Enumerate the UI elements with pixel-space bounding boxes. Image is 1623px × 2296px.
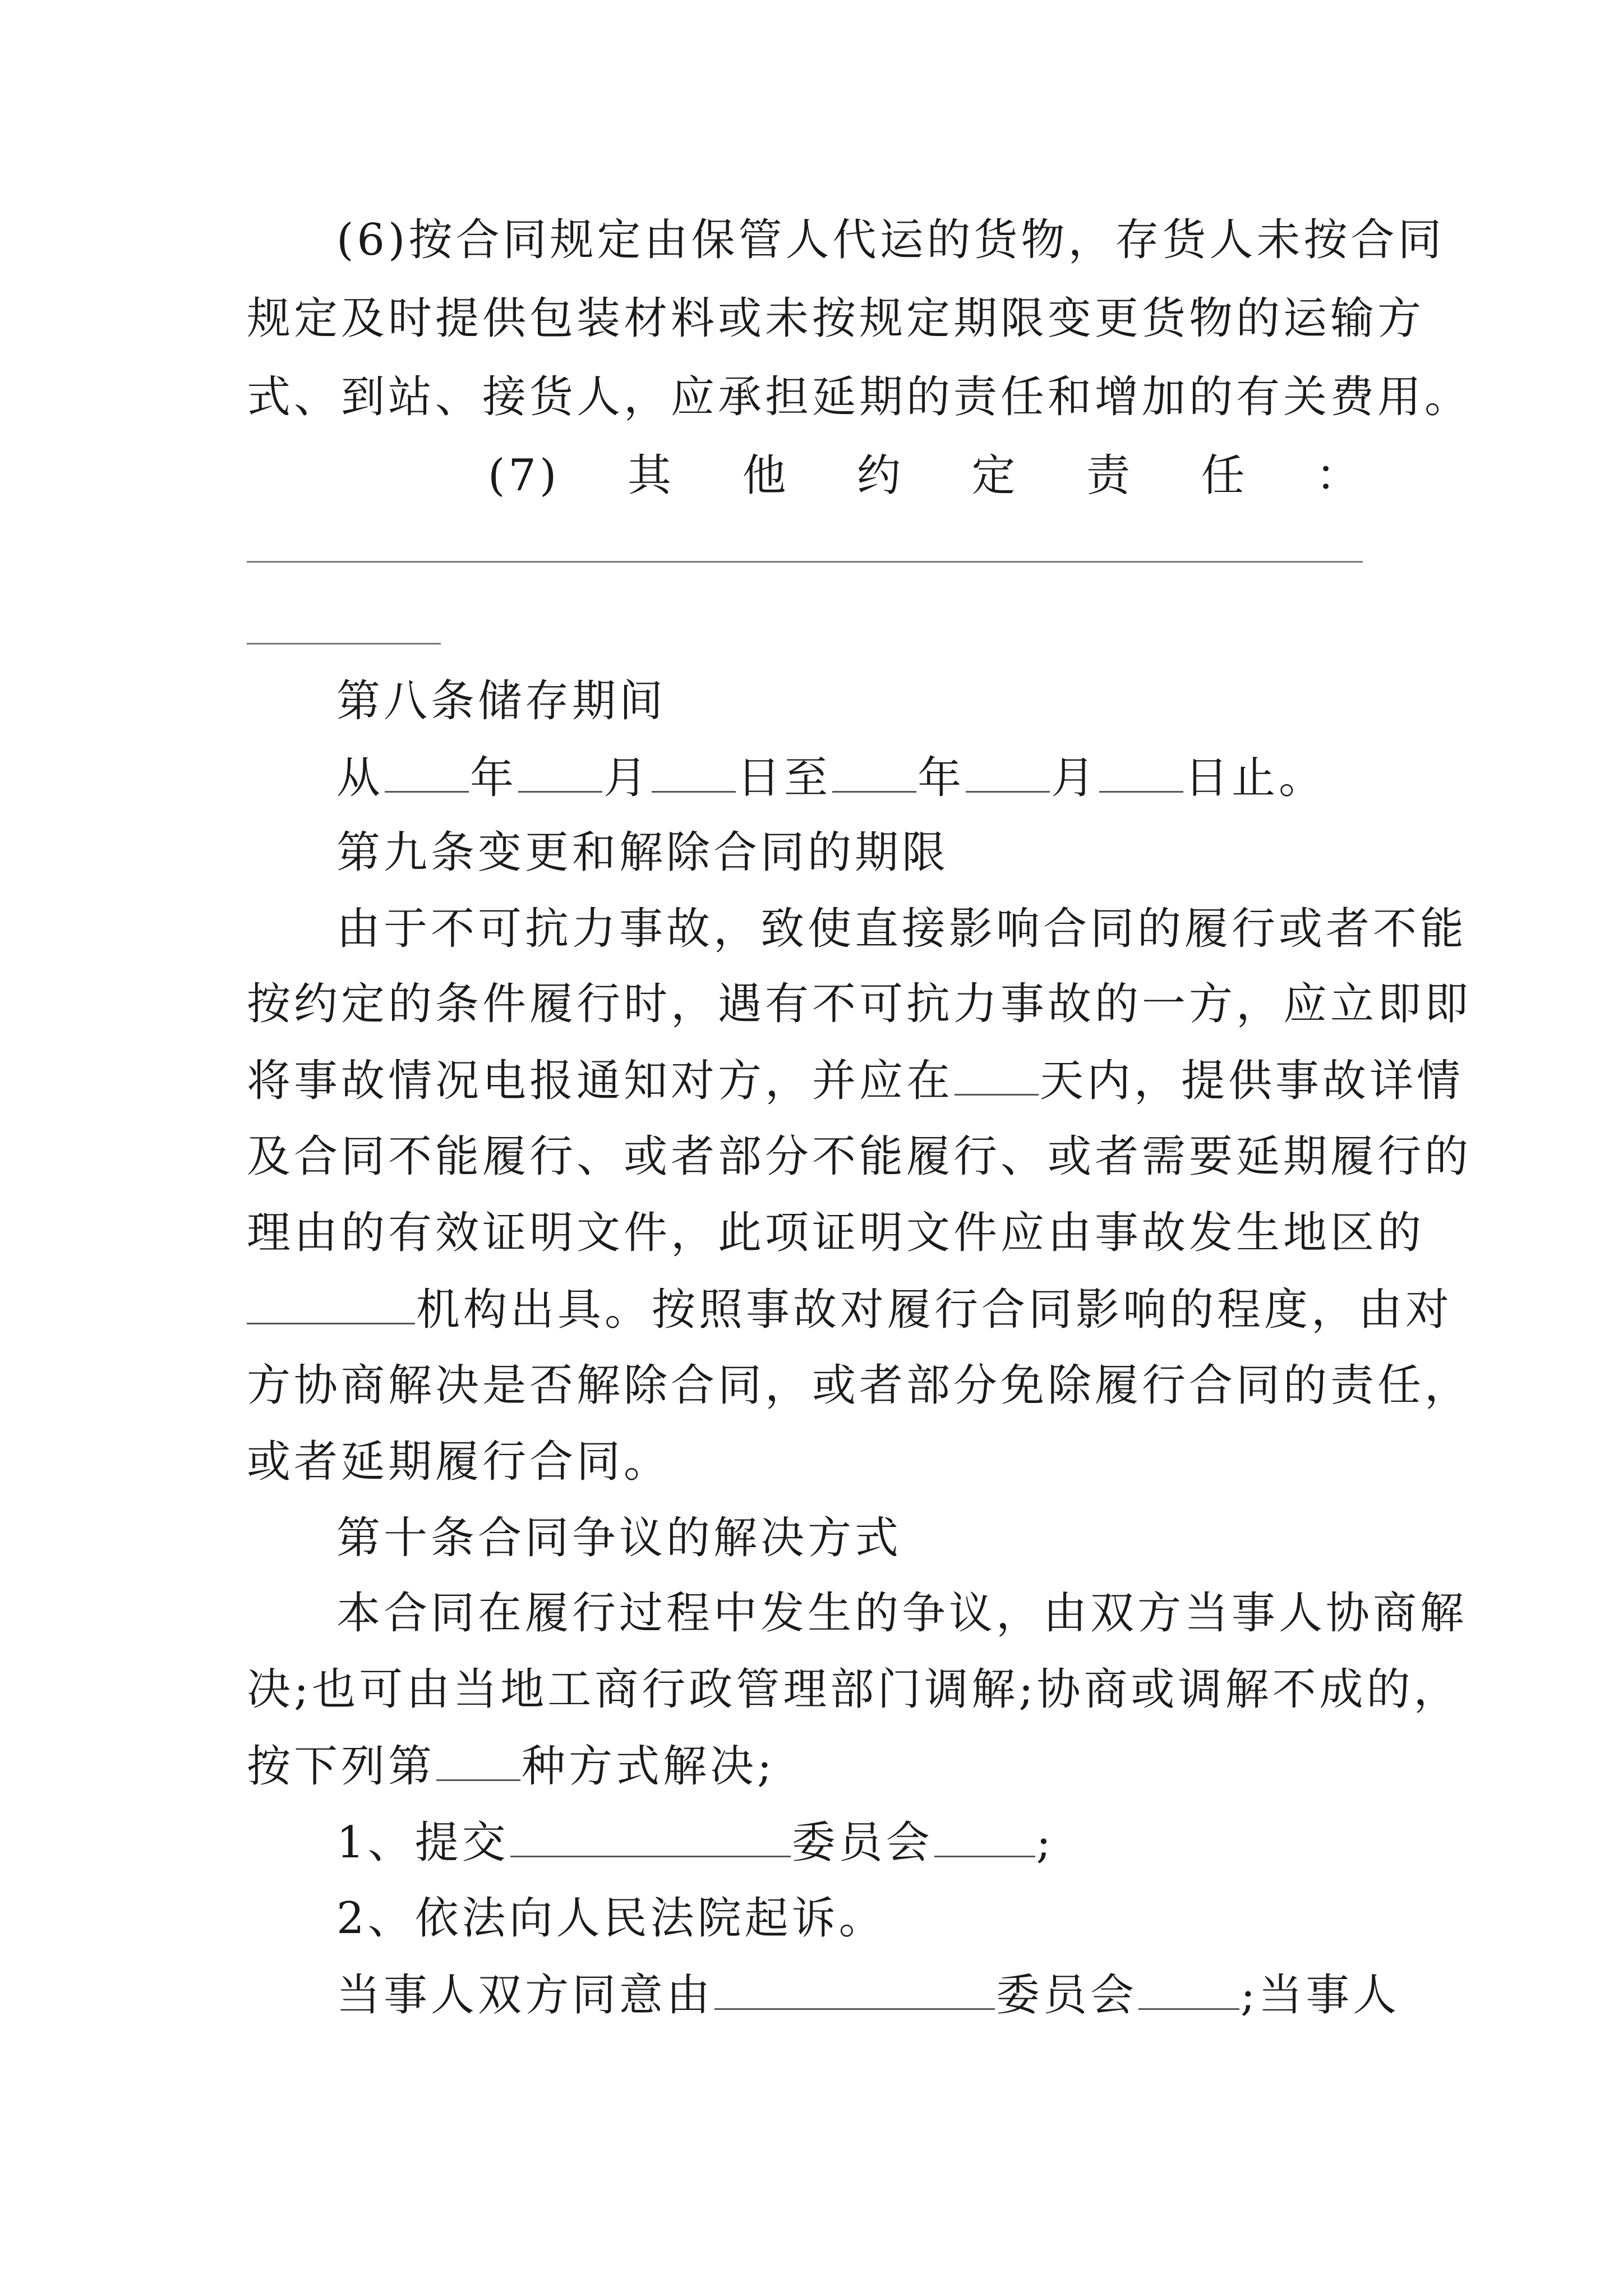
blank-field: [652, 749, 736, 793]
option1-label: 1、提交: [336, 1818, 509, 1868]
blank-field: [1138, 1967, 1239, 2010]
article9-line6-text: 机构出具。按照事故对履行合同影响的程度，由对: [416, 1285, 1453, 1335]
article8-day-to: 日至: [737, 753, 832, 803]
article8-period: [336, 749, 1385, 806]
article8-year2: 年: [917, 753, 965, 803]
article10-option1: [336, 1814, 1385, 1871]
item7-char: 其: [627, 450, 675, 501]
article8-end: 日止。: [1184, 753, 1326, 803]
article9-line3-part1: 将事故情况电报通知对方，并应在: [247, 1056, 954, 1106]
article8-title: 第八条储存期间: [336, 676, 667, 726]
option1-committee: 委员会: [791, 1818, 933, 1868]
article8-month2: 月: [1051, 753, 1099, 803]
article8-month: 月: [603, 753, 651, 803]
article9-title: 第九条变更和解除合同的期限: [336, 827, 949, 878]
article10-line2: 决;也可由当地工商行政管理部门调解;协商或调解不成的，: [247, 1664, 1461, 1715]
last-line-part3: ;当事人: [1241, 1970, 1400, 2021]
option1-end: ;: [1036, 1818, 1054, 1868]
blank-field: [1099, 749, 1183, 793]
article10-last-line: [336, 1967, 1400, 2023]
article8-year: 年: [470, 753, 518, 803]
article9-line7: 方协商解决是否解除合同，或者部分免除履行合同的责任，: [247, 1360, 1472, 1411]
blank-field: [510, 1814, 791, 1857]
article10-line3-part1: 按下列第: [247, 1741, 436, 1792]
article10-line1: 本合同在履行过程中发生的争议，由双方当事人协商解: [336, 1588, 1468, 1639]
blank-rule-short: [247, 643, 441, 645]
blank-field: [518, 749, 602, 793]
article9-line5: 理由的有效证明文件，此项证明文件应由事故发生地区的: [247, 1208, 1425, 1258]
article9-line3: [247, 1052, 1464, 1109]
article9-line3-part2: 天内，提供事故详情: [1040, 1056, 1464, 1106]
article9-line2: 按约定的条件履行时，遇有不可抗力事故的一方，应立即即: [247, 979, 1472, 1029]
blank-field: [955, 1052, 1039, 1096]
item7-char: 约: [856, 450, 904, 501]
item6-line2: 规定及时提供包装材料或未按规定期限变更货物的运输方: [247, 293, 1425, 344]
item7-char: (7): [488, 450, 560, 501]
item7-char: 他: [742, 450, 790, 501]
blank-field: [966, 749, 1050, 793]
article10-line3: [247, 1738, 1385, 1795]
blank-rule-long: [247, 561, 1363, 563]
blank-field: [832, 749, 916, 793]
last-line-committee: 委员会: [996, 1970, 1138, 2021]
item7-line: [488, 448, 1363, 504]
blank-field: [436, 1738, 520, 1781]
article9-line6: [247, 1281, 1453, 1338]
item6-line1: (6)按合同规定由保管人代运的货物，存货人未按合同: [336, 215, 1445, 265]
item7-char: 任: [1201, 450, 1248, 501]
item7-char: 定: [971, 450, 1019, 501]
last-line-part1: 当事人双方同意由: [336, 1970, 714, 2021]
article9-line1: 由于不可抗力事故，致使直接影响合同的履行或者不能: [336, 904, 1468, 954]
article9-line4: 及合同不能履行、或者部分不能履行、或者需要延期履行的: [247, 1131, 1472, 1182]
blank-field: [247, 1281, 415, 1324]
article9-line8: 或者延期履行合同。: [247, 1437, 671, 1487]
article8-from: 从: [336, 753, 384, 803]
article10-option2: 2、依法向人民法院起诉。: [336, 1893, 886, 1944]
article10-title: 第十条合同争议的解决方式: [336, 1513, 902, 1563]
blank-field: [934, 1814, 1035, 1857]
blank-field: [714, 1967, 995, 2010]
blank-field: [385, 749, 469, 793]
item6-line3: 式、到站、接货人，应承担延期的责任和增加的有关费用。: [247, 372, 1472, 422]
item7-char: ：: [1315, 450, 1363, 501]
item7-char: 责: [1086, 450, 1133, 501]
article10-line3-part2: 种方式解决;: [522, 1741, 776, 1792]
